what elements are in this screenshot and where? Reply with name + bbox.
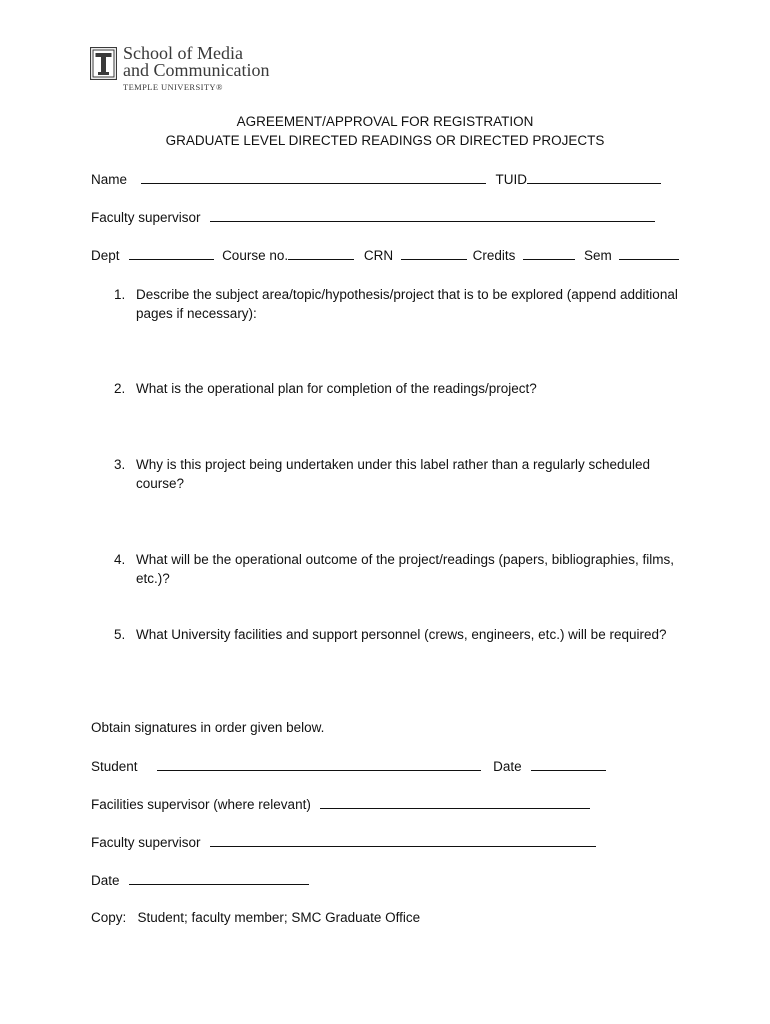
faculty-supervisor-signature-field[interactable]: [210, 834, 596, 847]
sem-field[interactable]: [619, 247, 679, 260]
logo-university: TEMPLE UNIVERSITY®: [123, 82, 223, 92]
facilities-supervisor-field[interactable]: [320, 796, 590, 809]
question-text: What will be the operational outcome of the project/readings (papers, bibliographies, films, etc.)?: [136, 552, 675, 586]
course-no-field[interactable]: [288, 247, 354, 260]
crn-label: CRN: [363, 248, 394, 263]
question-1: [114, 285, 684, 323]
copy-distribution: Copy: Student; faculty member; SMC Graduate Office: [91, 910, 421, 925]
signatures-intro: Obtain signatures in order given below.: [91, 720, 325, 735]
question-5: [114, 625, 684, 644]
student-date-field[interactable]: [531, 758, 606, 771]
title-line-1: AGREEMENT/APPROVAL FOR REGISTRATION: [236, 114, 534, 129]
logo-line-1: School of Media: [123, 43, 243, 63]
faculty-supervisor-row: [91, 209, 655, 225]
tuid-label: TUID: [495, 172, 528, 187]
name-row: [91, 171, 661, 187]
date-field[interactable]: [129, 872, 309, 885]
student-signature-field[interactable]: [157, 758, 481, 771]
tuid-field[interactable]: [527, 171, 661, 184]
question-3: [114, 455, 684, 493]
crn-field[interactable]: [401, 247, 467, 260]
course-info-row: [91, 247, 679, 263]
question-text: What is the operational plan for completion of the readings/project?: [136, 381, 537, 396]
date-row: [91, 872, 309, 888]
question-number: 4.: [114, 552, 126, 567]
student-label: Student: [91, 759, 138, 774]
faculty-supervisor-signature-row: [91, 834, 596, 850]
credits-label: Credits: [472, 248, 516, 263]
logo-line-2: and Communication: [123, 60, 270, 80]
faculty-supervisor-field[interactable]: [210, 209, 655, 222]
course-no-label: Course no.: [222, 248, 289, 263]
facilities-supervisor-row: [91, 796, 590, 812]
dept-label: Dept: [91, 248, 120, 263]
question-number: 3.: [114, 457, 126, 472]
faculty-supervisor-signature-label: Faculty supervisor: [91, 835, 201, 850]
question-text: What University facilities and support personnel (crews, engineers, etc.) will be required?: [136, 627, 667, 642]
logo-text: [123, 45, 269, 79]
name-label: Name: [91, 172, 128, 187]
name-field[interactable]: [141, 171, 486, 184]
date-label: Date: [91, 873, 120, 888]
student-date-label: Date: [493, 759, 522, 774]
question-4: [114, 550, 684, 588]
school-logo: [90, 45, 290, 95]
faculty-supervisor-label: Faculty supervisor: [91, 210, 201, 225]
title-line-2: GRADUATE LEVEL DIRECTED READINGS OR DIRECTED PROJECTS: [165, 133, 605, 148]
question-number: 1.: [114, 287, 126, 302]
dept-field[interactable]: [129, 247, 214, 260]
question-number: 5.: [114, 627, 126, 642]
facilities-supervisor-label: Facilities supervisor (where relevant): [91, 797, 311, 812]
question-number: 2.: [114, 381, 126, 396]
question-text: Describe the subject area/topic/hypothesis/project that is to be explored (append additional pages if necessary):: [136, 287, 678, 321]
credits-field[interactable]: [523, 247, 575, 260]
student-signature-row: [91, 758, 606, 774]
question-2: [114, 379, 684, 398]
sem-label: Sem: [583, 248, 612, 263]
question-text: Why is this project being undertaken under this label rather than a regularly scheduled course?: [136, 457, 651, 491]
temple-t-icon: [90, 47, 117, 80]
